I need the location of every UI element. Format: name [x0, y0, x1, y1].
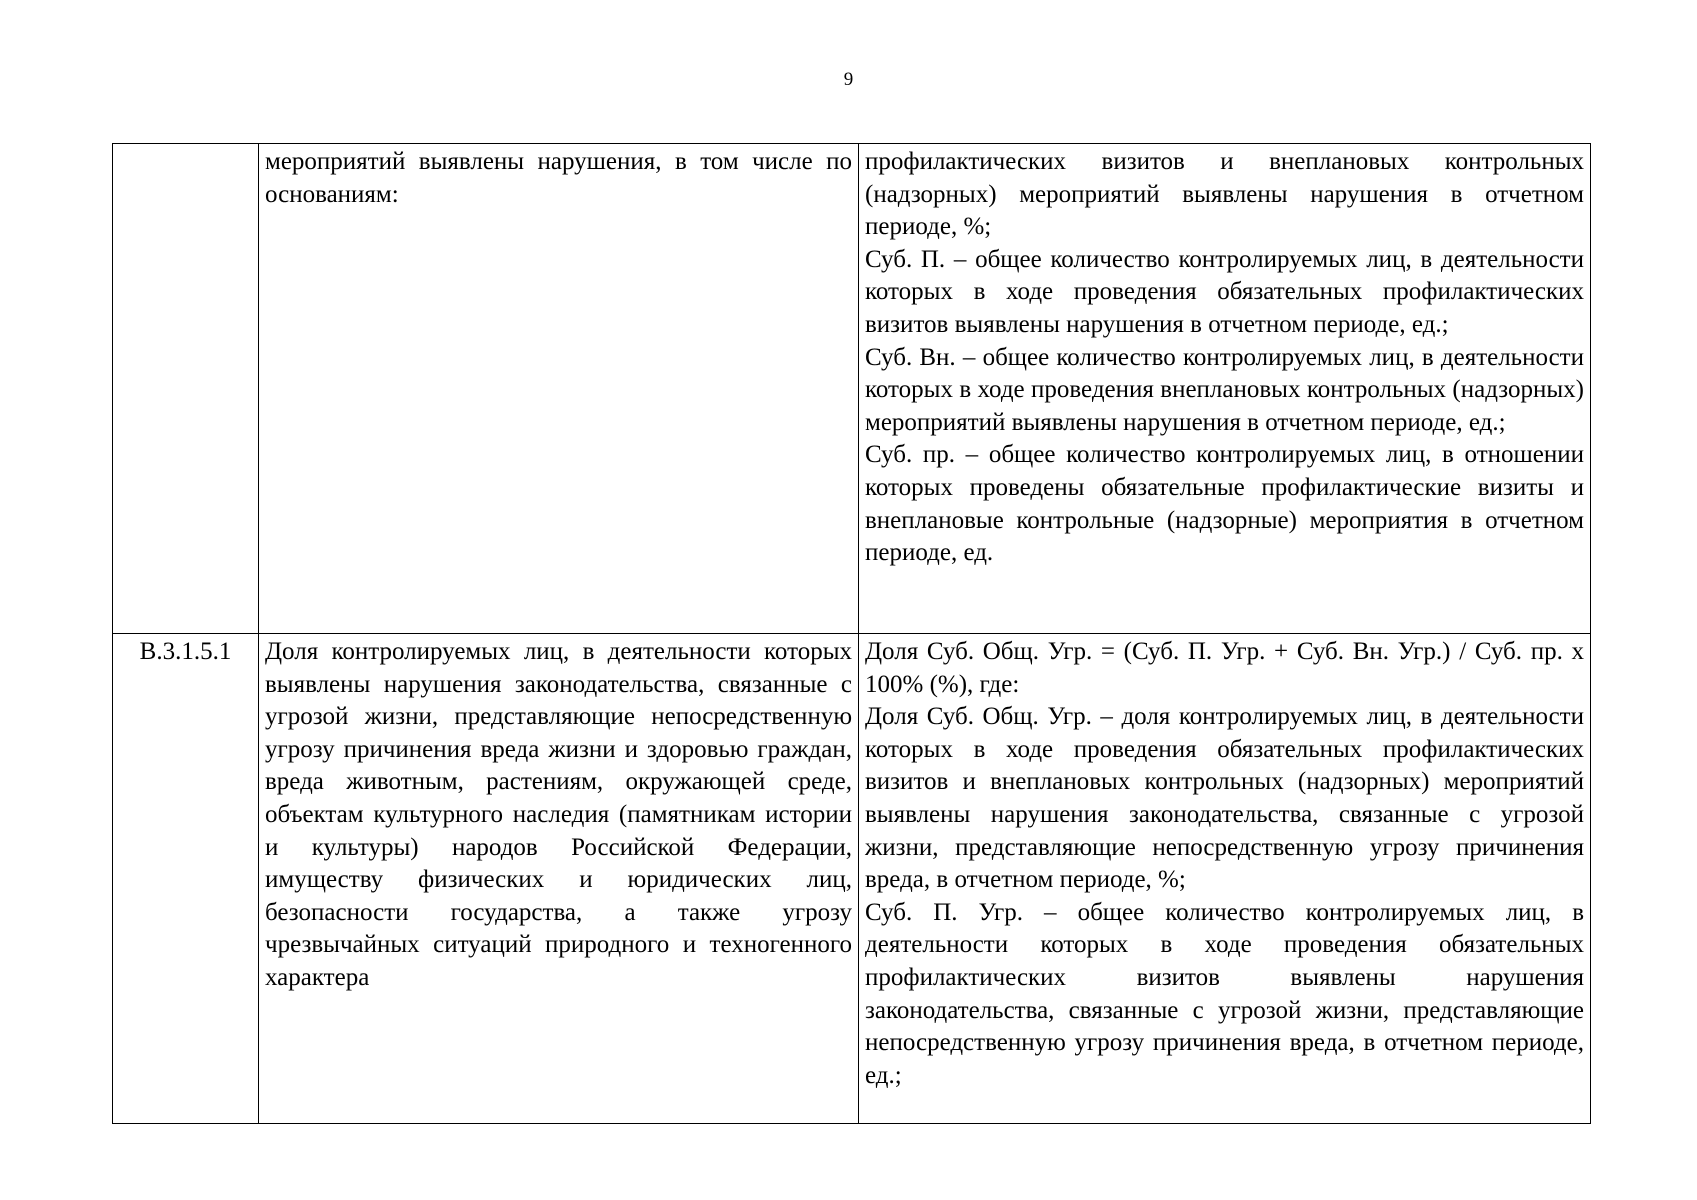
indicator-name-cell [259, 144, 859, 634]
indicator-formula-cell [859, 634, 1591, 1124]
indicator-name-text: Доля контролируемых лиц, в деятельности которых выявлены нарушения законодательства, связанные с угрозой жизни, представляющие непосредственную угрозу причинения вреда жизни и здоровью граждан, вреда животным, растениям, окружающей среде, объектам культурного наследия (памятникам истории и культуры) народов Российской Федерации, имуществу физических и юридических лиц, безопасности государства, а также угрозу чрезвычайных ситуаций природного и техногенного характера [265, 638, 852, 991]
formula-paragraph: Суб. П. Угр. – общее количество контролируемых лиц, в деятельности которых в ходе проведения обязательных профилактических визитов выявлены нарушения законодательства, связанные с угрозой жизни, представляющие непосредственную угрозу причинения вреда, в отчетном периоде, ед.; [865, 898, 1584, 1089]
indicator-name-cell [259, 634, 859, 1124]
indicator-name-text: мероприятий выявлены нарушения, в том числе по основаниям: [265, 148, 852, 208]
formula-paragraph: Доля Суб. Общ. Угр. = (Суб. П. Угр. + Суб. Вн. Угр.) / Суб. пр. x 100% (%), где: [865, 638, 1584, 698]
formula-paragraph: Суб. П. – общее количество контролируемых лиц, в деятельности которых в ходе проведения обязательных профилактических визитов выявлены нарушения в отчетном периоде, ед.; [865, 245, 1584, 338]
indicator-formula-cell [859, 144, 1591, 634]
table-row [113, 144, 1591, 634]
formula-paragraph: Суб. пр. – общее количество контролируемых лиц, в отношении которых проведены обязательные профилактические визиты и внеплановые контрольные (надзорные) мероприятия в отчетном периоде, ед. [865, 441, 1584, 567]
formula-paragraph: Доля Суб. Общ. Угр. – доля контролируемых лиц, в деятельности которых в ходе проведения обязательных профилактических визитов и внеплановых контрольных (надзорных) мероприятий выявлены нарушения законодательства, связанные с угрозой жизни, представляющие непосредственную угрозу причинения вреда, в отчетном периоде, %; [865, 703, 1584, 894]
indicator-code-cell: В.3.1.5.1 [113, 634, 259, 1124]
indicator-table [112, 143, 1591, 1124]
formula-paragraph: Суб. Вн. – общее количество контролируемых лиц, в деятельности которых в ходе проведения внеплановых контрольных (надзорных) мероприятий выявлены нарушения в отчетном периоде, ед.; [865, 343, 1584, 436]
page-number: 9 [843, 69, 854, 90]
formula-paragraph: профилактических визитов и внеплановых контрольных (надзорных) мероприятий выявлены нарушения в отчетном периоде, %; [865, 148, 1584, 241]
indicator-code-cell [113, 144, 259, 634]
table-row [113, 634, 1591, 1124]
